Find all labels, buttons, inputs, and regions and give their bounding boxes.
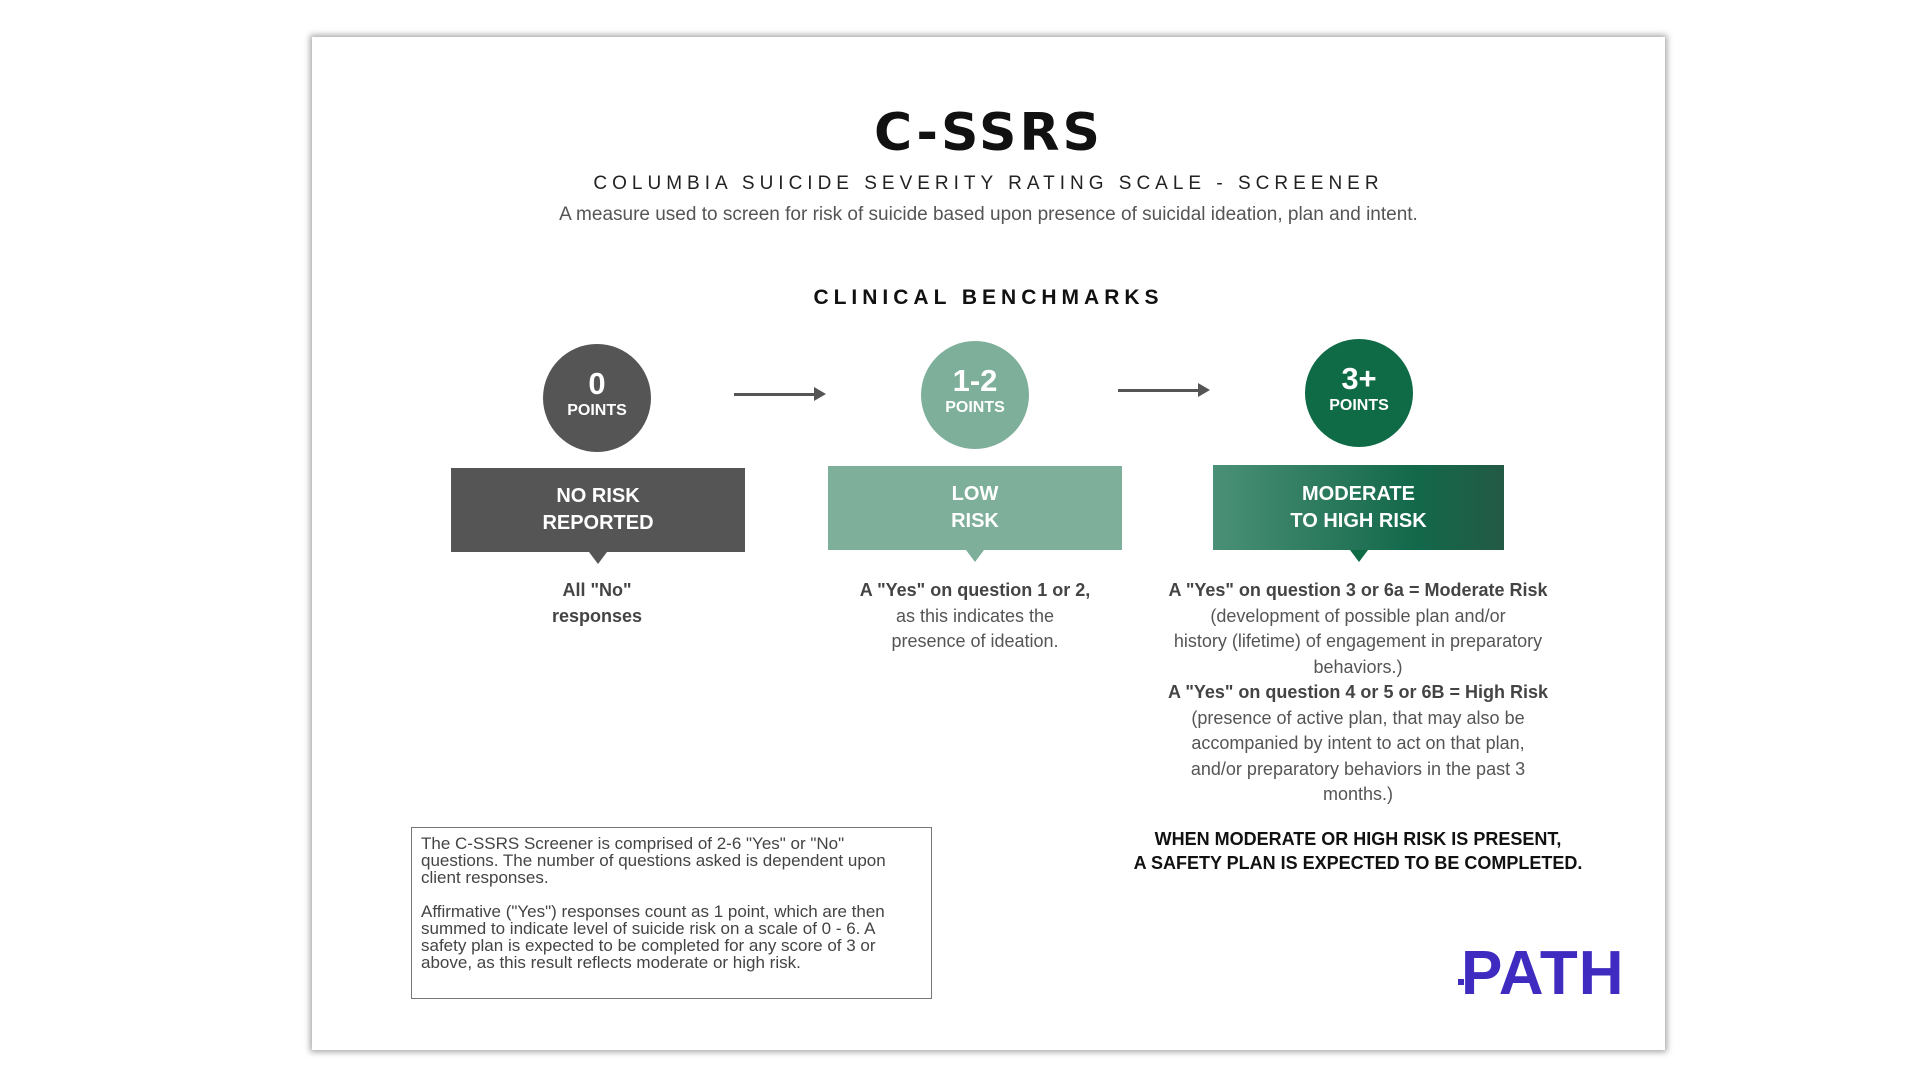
- points-label: POINTS: [1329, 397, 1389, 414]
- page-description: A measure used to screen for risk of suicide based upon presence of suicidal ideation, plan and intent.: [559, 204, 1418, 225]
- note-paragraph: The C-SSRS Screener is comprised of 2-6 "Yes" or "No" questions. The number of questions asked is dependent upon client responses.: [421, 834, 886, 887]
- score-circle-0: [543, 344, 651, 452]
- criteria-line: (presence of active plan, that may also be: [1191, 707, 1525, 728]
- criteria-no-risk: [447, 578, 747, 629]
- score-value: 3+: [1341, 361, 1377, 396]
- criteria-line: A "Yes" on question 1 or 2,: [859, 580, 1091, 600]
- pointer-icon: [966, 550, 984, 562]
- risk-box-line2: TO HIGH RISK: [1290, 509, 1427, 532]
- page-title: C-SSRS: [874, 103, 1103, 163]
- risk-box-line2: REPORTED: [542, 512, 654, 534]
- score-value: 1-2: [952, 363, 998, 398]
- scoring-note-box: [411, 827, 932, 999]
- criteria-line: accompanied by intent to act on that plan,: [1191, 733, 1525, 753]
- points-label: POINTS: [945, 399, 1005, 416]
- criteria-line: responses: [551, 605, 643, 626]
- risk-box-line1: MODERATE: [1302, 482, 1415, 505]
- document-page: [312, 37, 1665, 1050]
- warning-line: WHEN MODERATE OR HIGH RISK IS PRESENT,: [1154, 829, 1562, 849]
- risk-box-line2: RISK: [951, 510, 999, 532]
- criteria-line: behaviors.): [1313, 656, 1403, 677]
- criteria-moderate-high: [1148, 578, 1568, 808]
- pointer-icon: [1350, 550, 1368, 562]
- high-heading: A "Yes" on question 4 or 5 or 6B = High Risk: [1168, 682, 1548, 702]
- right-arrow-icon: [734, 393, 822, 396]
- criteria-line: months.): [1322, 784, 1394, 804]
- warning-line: A SAFETY PLAN IS EXPECTED TO BE COMPLETED.: [1133, 853, 1583, 873]
- section-title: CLINICAL BENCHMARKS: [813, 286, 1164, 309]
- criteria-line: and/or preparatory behaviors in the past 3: [1190, 758, 1526, 779]
- page-subtitle: COLUMBIA SUICIDE SEVERITY RATING SCALE - SCREENER: [593, 173, 1384, 194]
- score-circle-3-plus: [1305, 339, 1413, 447]
- moderate-heading: A "Yes" on question 3 or 6a = Moderate Risk: [1168, 580, 1548, 600]
- note-paragraph: Affirmative ("Yes") responses count as 1 point, which are then summed to indicate level of suicide risk on a scale of 0 - 6. A safety plan is expected to be completed for any score of 3 or above, as this result reflects moderate or high risk.: [421, 902, 885, 972]
- safety-plan-warning: [1118, 827, 1598, 875]
- points-label: POINTS: [567, 402, 627, 419]
- criteria-line: presence of ideation.: [891, 631, 1059, 651]
- risk-box-no-risk: [451, 468, 745, 552]
- criteria-line: (development of possible plan and/or: [1210, 605, 1506, 626]
- score-circle-1-2: [921, 341, 1029, 449]
- risk-box-line1: LOW: [951, 483, 999, 505]
- path-logo: PATH: [1461, 939, 1625, 1008]
- criteria-line: All "No": [562, 580, 632, 600]
- criteria-low-risk: [820, 578, 1130, 655]
- right-arrow-icon: [1118, 389, 1206, 392]
- criteria-line: history (lifetime) of engagement in preparatory: [1173, 631, 1543, 651]
- score-value: 0: [588, 366, 606, 401]
- risk-box-moderate-high: [1213, 465, 1504, 550]
- risk-box-low-risk: [828, 466, 1122, 550]
- pointer-icon: [589, 552, 607, 564]
- risk-box-line1: NO RISK: [556, 485, 640, 507]
- criteria-line: as this indicates the: [895, 605, 1055, 626]
